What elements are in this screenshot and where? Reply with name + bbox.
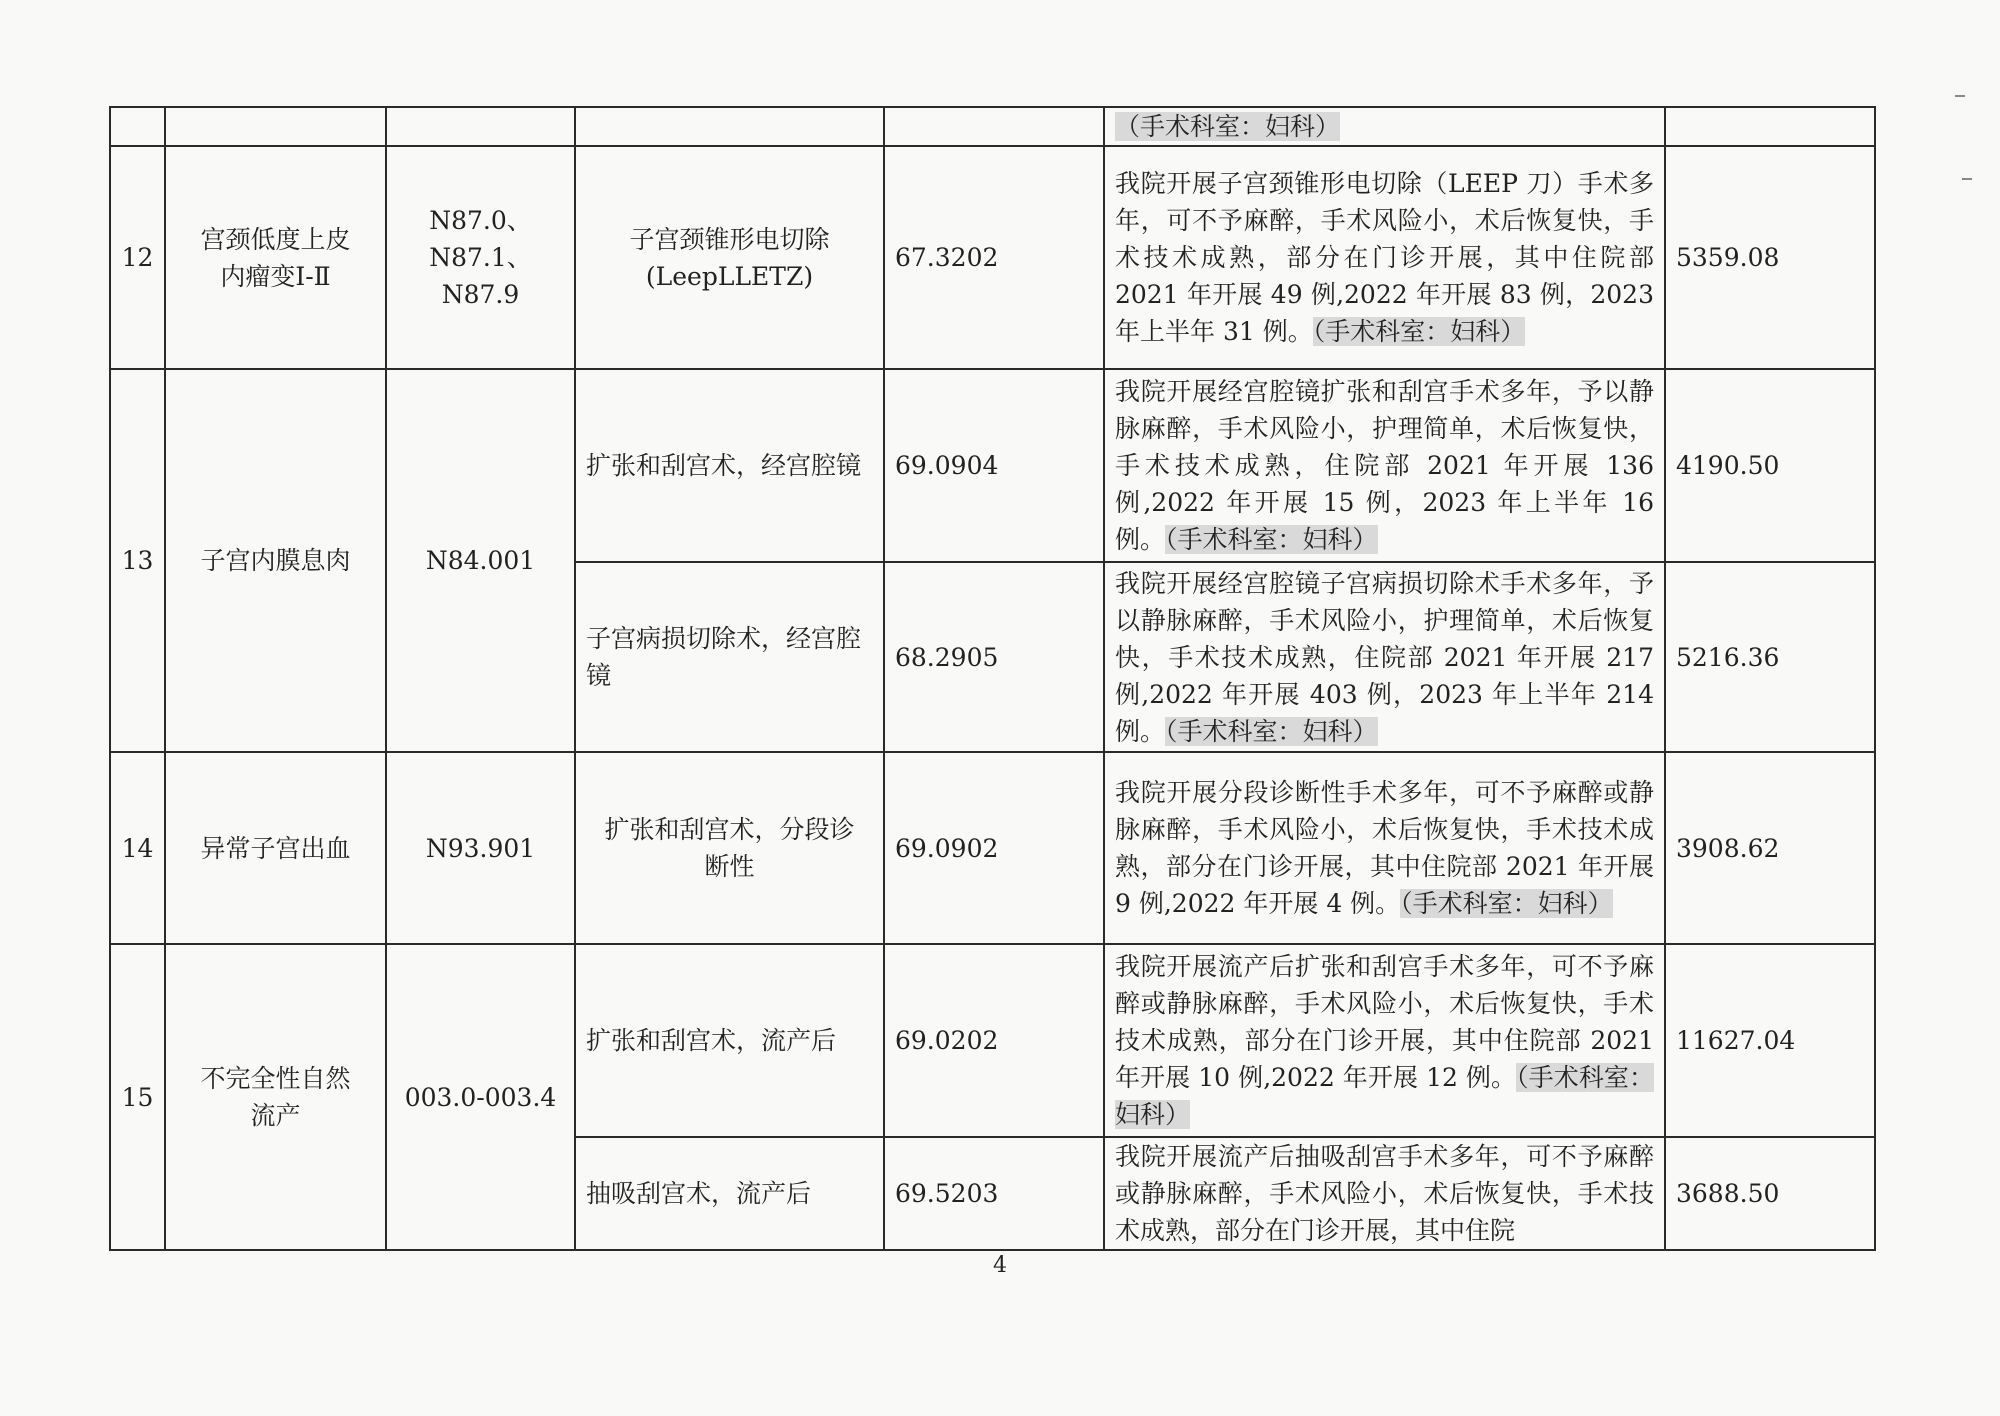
description-text: 我院开展流产后扩张和刮宫手术多年，可不予麻醉或静脉麻醉，手术风险小，术后恢复快，手术技术成熟，部分在门诊开展，其中住院部 2021 年开展 10 例,2022 年开展 12 例。 (1115, 952, 1654, 1092)
description-text: 我院开展子宫颈锥形电切除（LEEP 刀）手术多年，可不予麻醉，手术风险小，术后恢复快，手术技术成熟，部分在门诊开展，其中住院部 2021 年开展 49 例,2022 年开展 83 例，2023 年上半年 31 例。 (1115, 169, 1654, 346)
operation-name-line: (LeepLLETZ) (645, 261, 814, 291)
cost-value: 4190.50 (1665, 369, 1875, 562)
description-cell (1104, 752, 1665, 944)
operation-code: 69.0902 (884, 752, 1104, 944)
disease-name (165, 369, 386, 752)
operation-code: 67.3202 (884, 146, 1104, 369)
cost-value: 5216.36 (1665, 562, 1875, 752)
cost-value: 3688.50 (1665, 1137, 1875, 1250)
cell (386, 107, 575, 146)
cost-value: 3908.62 (1665, 752, 1875, 944)
description-text: 我院开展分段诊断性手术多年，可不予麻醉或静脉麻醉，手术风险小，术后恢复快，手术技术成熟，部分在门诊开展，其中住院部 2021 年开展 9 例,2022 年开展 4 例。 (1115, 778, 1654, 918)
disease-code (386, 369, 575, 752)
description-cell (1104, 146, 1665, 369)
description-cell (1104, 369, 1665, 562)
description-text: 我院开展经宫腔镜子宫病损切除术手术多年，予以静脉麻醉，手术风险小，护理简单，术后恢复快，手术技术成熟，住院部 2021 年开展 217 例,2022 年开展 403 例，2023 年上半年 214 例。 (1115, 568, 1654, 746)
disease-name (165, 944, 386, 1250)
disease-name-line: 内瘤变Ⅰ-Ⅱ (220, 261, 331, 291)
row-number: 14 (110, 752, 165, 944)
cost-value: 11627.04 (1665, 944, 1875, 1137)
disease-code-line: N93.901 (425, 833, 536, 863)
operation-name: 扩张和刮宫术，经宫腔镜 (575, 369, 884, 562)
disease-code (386, 752, 575, 944)
cell (575, 107, 884, 146)
description-text: 我院开展流产后抽吸刮宫手术多年，可不予麻醉或静脉麻醉，手术风险小，术后恢复快，手术技术成熟，部分在门诊开展，其中住院 (1115, 1142, 1654, 1245)
cell (165, 107, 386, 146)
scan-mark (1962, 178, 1972, 180)
operation-name (575, 146, 884, 369)
dept-note: （手术科室：妇科） (1400, 889, 1613, 918)
dept-note: （手术科室：妇科） (1115, 1063, 1654, 1129)
disease-code-line: N87.0、 (429, 206, 532, 235)
scan-mark (1955, 95, 1965, 97)
description-cell (1104, 944, 1665, 1137)
operation-name: 抽吸刮宫术，流产后 (575, 1137, 884, 1250)
operation-name-line: 扩张和刮宫术，分段诊 (604, 815, 855, 844)
row-number: 15 (110, 944, 165, 1250)
cell (110, 107, 165, 146)
dept-note: （手术科室：妇科） (1115, 112, 1341, 141)
operation-code: 69.5203 (884, 1137, 1104, 1250)
operation-name (575, 752, 884, 944)
table-row (110, 752, 1875, 944)
disease-code (386, 944, 575, 1250)
operation-name: 扩张和刮宫术，流产后 (575, 944, 884, 1137)
table-row (110, 107, 1875, 146)
disease-name-line: 流产 (250, 1101, 301, 1130)
operation-code: 69.0202 (884, 944, 1104, 1137)
dept-note: （手术科室：妇科） (1312, 317, 1526, 346)
table-row (110, 944, 1875, 1137)
disease-name-line: 宫颈低度上皮 (200, 224, 351, 254)
operation-name-line: 子宫颈锥形电切除 (629, 224, 830, 254)
description-cell (1104, 562, 1665, 752)
disease-name-line: 异常子宫出血 (200, 833, 351, 863)
disease-code-line: 003.0-003.4 (404, 1082, 557, 1112)
disease-code-line: N87.1、N87.9 (429, 243, 532, 309)
operation-code: 68.2905 (884, 562, 1104, 752)
table-row (110, 369, 1875, 562)
disease-name-line: 子宫内膜息肉 (200, 546, 351, 575)
description-cell (1104, 1137, 1665, 1250)
row-number: 13 (110, 369, 165, 752)
table-row (110, 146, 1875, 369)
disease-name (165, 752, 386, 944)
cost-value: 5359.08 (1665, 146, 1875, 369)
surgery-table (109, 106, 1876, 1251)
operation-name-line: 断性 (704, 852, 755, 881)
page-number: 4 (993, 1253, 1007, 1278)
operation-code: 69.0904 (884, 369, 1104, 562)
cell (1665, 107, 1875, 146)
dept-note: （手术科室：妇科） (1165, 716, 1378, 746)
row-number: 12 (110, 146, 165, 369)
description-cell (1104, 107, 1665, 146)
cell (884, 107, 1104, 146)
operation-name: 子宫病损切除术，经宫腔镜 (575, 562, 884, 752)
disease-name-line: 不完全性自然 (200, 1064, 351, 1093)
disease-name (165, 146, 386, 369)
disease-code (386, 146, 575, 369)
dept-note: （手术科室：妇科） (1165, 525, 1378, 554)
disease-code-line: N84.001 (425, 546, 536, 575)
description-text: 我院开展经宫腔镜扩张和刮宫手术多年，予以静脉麻醉，手术风险小，护理简单，术后恢复快，手术技术成熟，住院部 2021 年开展 136 例,2022 年开展 15 例，2023 年上半年 16 例。 (1115, 377, 1654, 554)
